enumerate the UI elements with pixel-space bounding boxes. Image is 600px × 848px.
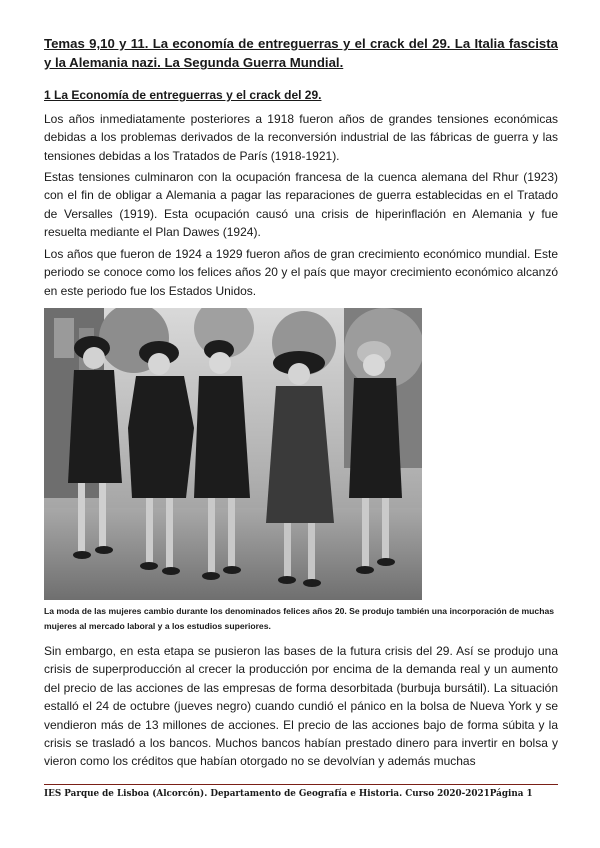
figure-caption: La moda de las mujeres cambio durante los denominados felices años 20. Se produjo también una incorporación de muchas mujeres al mercado laboral y a los estudios superiores. [44, 606, 555, 631]
paragraph: Los años inmediatamente posteriores a 1918 fueron años de grandes tensiones económicas debidas a los problemas derivados de la reconversión industrial de las fábricas de guerra y las tensiones debidas a los Tratados de París (1918-1921). [44, 112, 558, 163]
document-title: Temas 9,10 y 11. La economía de entreguerras y el crack del 29. La Italia fascista y la Alemania nazi. La Segunda Guerra Mundial. [44, 36, 558, 70]
footer-divider [44, 784, 558, 785]
page-footer: IES Parque de Lisboa (Alcorcón). Departamento de Geografía e Historia. Curso 2020-2021Página 1 [44, 789, 533, 799]
paragraph: Estas tensiones culminaron con la ocupación francesa de la cuenca alemana del Rhur (1923) con el fin de obligar a Alemania a pagar las reparaciones de guerra establecidas en el Tratado de Versalles (1919). Esta ocupación causó una crisis de hiperinflación en Alemania y fue resuelta mediante el Plan Dawes (1924). [44, 170, 558, 240]
photo-women-1920s [44, 308, 422, 600]
photo-women-1920s-image [44, 308, 422, 600]
paragraph: Los años que fueron de 1924 a 1929 fueron años de gran crecimiento económico mundial. Este periodo se conoce como los felices años 20 y el país que mayor crecimiento económico alcanzó en este periodo fue los Estados Unidos. [44, 247, 558, 298]
paragraph: Sin embargo, en esta etapa se pusieron las bases de la futura crisis del 29. Así se produjo una crisis de superproducción al crecer la producción por encima de la demanda real y un aumento del precio de las acciones de las empresas de forma desorbitada (burbuja bursátil). La situación estalló el 24 de octubre (jueves negro) cuando cundió el pánico en la bolsa de Nueva York y se vendieron más de 13 millones de acciones. El precio de las acciones bajo de forma súbita y la crisis se trasladó a los bancos. Muchos bancos habían prestado dinero para invertir en bolsa y vieron como los créditos que habían otorgado no se devolvían y además muchas [44, 644, 558, 769]
section-heading: 1 La Economía de entreguerras y el crack del 29. [44, 88, 322, 102]
